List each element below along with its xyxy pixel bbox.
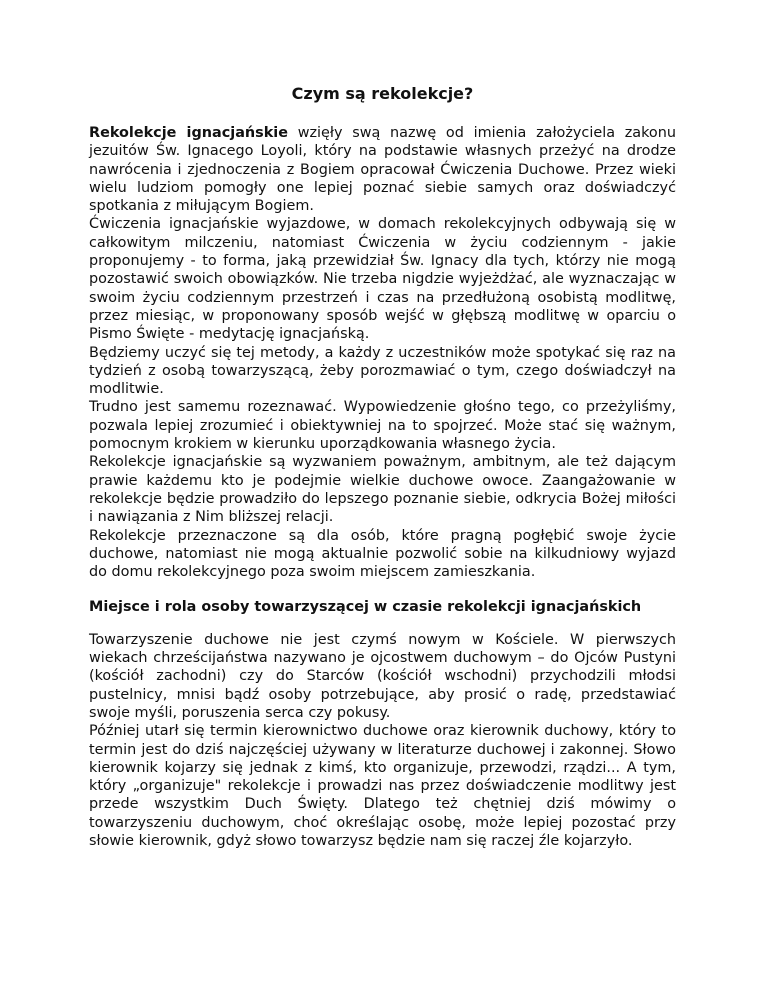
paragraph-exercises: Ćwiczenia ignacjańskie wyjazdowe, w domach rekolekcyjnych odbywają się w całkowitym milczeniu, natomiast Ćwiczenia w życiu codziennym - jakie proponujemy - to forma, jaką przewidział Św. Ignacy dla tych, którzy nie mogą pozostawić swoich obowiązków. Nie trzeba nigdzie wyjeżdżać, ale wyznaczając w swoim życiu codziennym przestrzeń i czas na przedłużoną osobistą modlitwę, przez miesiąc, w proponowany sposób wejść w głębszą modlitwę w oparciu o Pismo Święte - medytację ignacjańską. <box>89 216 676 343</box>
paragraph-accompaniment: Towarzyszenie duchowe nie jest czymś nowym w Kościele. W pierwszych wiekach chrześcijaństwa nazywano je ojcostwem duchowym – do Ojców Pustyni (kościół zachodni) czy do Starców (kościół wschodni) przychodzili młodsi pustelnicy, mnisi bądź osoby potrzebujące, aby prosić o radę, przedstawiać swoje myśli, poruszenia serca czy pokusy. <box>89 631 676 721</box>
page-title: Czym są rekolekcje? <box>291 84 474 103</box>
paragraph-challenge: Rekolekcje ignacjańskie są wyzwaniem poważnym, ambitnym, ale też dającym prawie każdemu kto je podejmie wielkie duchowe owoce. Zaangażowanie w rekolekcje będzie prowadziło do lepszego poznanie siebie, odkrycia Bożej miłości i nawiązania z Nim bliższej relacji. <box>89 454 676 526</box>
intro-paragraph <box>89 124 676 215</box>
document-body <box>89 84 676 850</box>
intro-lead-text: wzięły swą nazwę od imienia założyciela zakonu jezuitów Św. Ignacego Loyoli, który na podstawie własnych przeżyć na drodze nawrócenia i zjednoczenia z Bogiem opracował Ćwiczenia Duchowe. Przez wieki wielu ludziom pomogły one lepiej poznać siebie samych oraz doświadczyć spotkania z miłującym Bogiem. <box>89 125 676 215</box>
intro-lead-bold: Rekolekcje ignacjańskie <box>89 125 288 141</box>
paragraph-audience: Rekolekcje przeznaczone są dla osób, które pragną pogłębić swoje życie duchowe, natomiast nie mogą aktualnie pozwolić sobie na kilkudniowy wyjazd do domu rekolekcyjnego poza swoim miejscem zamieszkania. <box>89 527 676 581</box>
paragraph-method: Będziemy uczyć się tej metody, a każdy z uczestników może spotykać się raz na tydzień z osobą towarzyszącą, żeby porozmawiać o tym, czego doświadczył na modlitwie. <box>89 344 676 398</box>
paragraph-terminology: Później utarł się termin kierownictwo duchowe oraz kierownik duchowy, który to termin jest do dziś najczęściej używany w literaturze duchowej i zakonnej. Słowo kierownik kojarzy się jednak z kimś, kto organizuje, przewodzi, rządzi... A tym, który „organizuje" rekolekcje i prowadzi nas przez doświadczenie modlitwy jest przede wszystkim Duch Święty. Dlatego też chętniej dziś mówimy o towarzyszeniu duchowym, choć określając osobę, może lepiej pozostać przy słowie kierownik, gdyż słowo towarzysz będzie nam się raczej źle kojarzyło. <box>89 723 676 849</box>
paragraph-discernment: Trudno jest samemu rozeznawać. Wypowiedzenie głośno tego, co przeżyliśmy, pozwala lepiej zrozumieć i obiektywniej na to spojrzeć. Może stać się ważnym, pomocnym krokiem w kierunku uporządkowania własnego życia. <box>89 399 676 453</box>
section-heading: Miejsce i rola osoby towarzyszącej w czasie rekolekcji ignacjańskich <box>89 599 642 616</box>
